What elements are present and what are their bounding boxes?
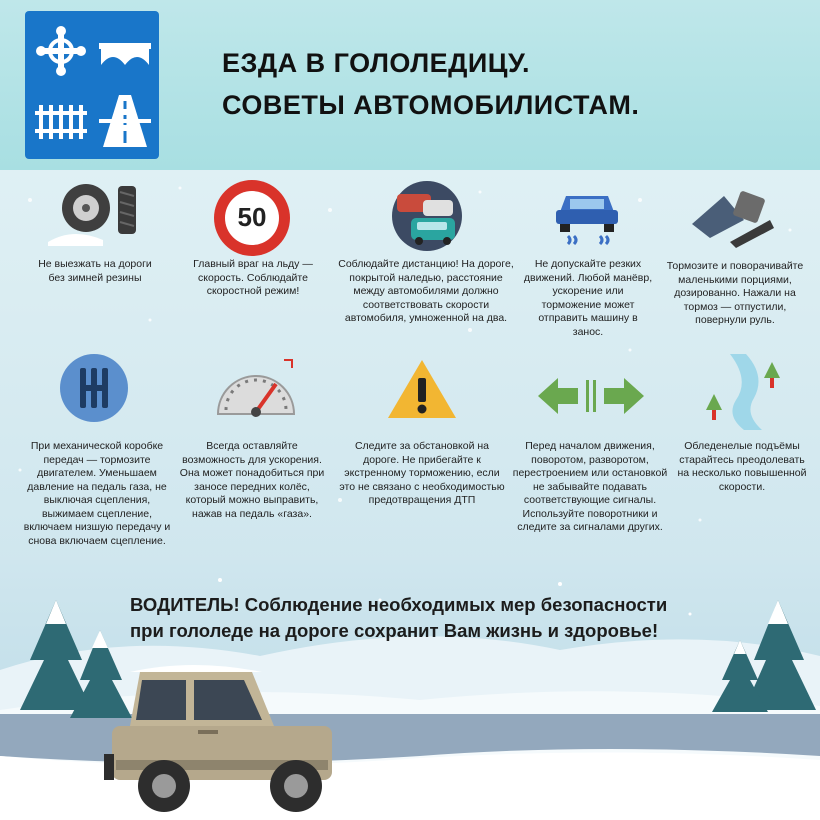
tip-text-5: Тормозите и поворачивайте маленькими порциями, дозированно. Нажали на тормоз — отпустили, повернули руль. xyxy=(666,260,804,326)
warning-triangle-icon xyxy=(386,356,458,420)
warning-line-2: при гололеде на дороге сохранит Вам жизнь и здоровье! xyxy=(130,620,659,641)
warning-line-1: ВОДИТЕЛЬ! Соблюдение необходимых мер безопасности xyxy=(130,594,668,615)
gear-shift-icon xyxy=(58,352,130,424)
skidding-car-icon xyxy=(552,186,622,252)
traffic-distance-icon xyxy=(391,180,463,252)
lane-arrows-icon xyxy=(536,374,646,418)
brake-pedal-icon xyxy=(690,190,782,250)
highway-icon xyxy=(95,89,155,153)
title-line-1: ЕЗДА В ГОЛОЛЕДИЦУ. xyxy=(222,48,530,78)
title-line-2: СОВЕТЫ АВТОМОБИЛИСТАМ. xyxy=(222,90,640,120)
tip-text-1: Не выезжать на дороги без зимней резины xyxy=(38,258,152,284)
crosshair-junction-icon xyxy=(31,19,91,83)
tip-text-3: Соблюдайте дистанцию! На дороге, покрытой наледью, расстояние между автомобилями должно соответствовать скорости автомобиля, умноженной на два. xyxy=(338,258,514,324)
tip-text-10: Обледенелые подъёмы старайтесь преодолевать на несколько повышенной скорости. xyxy=(677,440,807,493)
icy-slope-icon xyxy=(700,350,792,432)
header-banner xyxy=(0,0,820,170)
speedometer-icon xyxy=(214,354,298,420)
bridge-icon xyxy=(95,19,155,83)
tip-text-7: Всегда оставляйте возможность для ускорения. Она может понадобиться при заносе передних колёс, который можно выправить, нажав на педаль «газа». xyxy=(179,440,325,520)
safety-warning xyxy=(130,592,730,644)
tip-text-4: Не допускайте резких движений. Любой манёвр, ускорение или торможение может отправить машину в занос. xyxy=(523,258,653,338)
tip-text-8: Следите за обстановкой на дороге. Не прибегайте к экстренному торможению, если это не связано с необходимостью предотвращения ДТП xyxy=(339,440,505,506)
tip-text-2: Главный враг на льду — скорость. Соблюдайте скоростной режим! xyxy=(193,258,313,297)
railway-icon xyxy=(31,89,91,153)
speed-limit-value: 50 xyxy=(237,202,267,232)
winter-tire-icon xyxy=(48,182,142,246)
page-title xyxy=(222,42,639,126)
tip-text-6: При механической коробке передач — тормозите двигателем. Уменьшаем давление на педаль газа, не выключая сцепления, выжимаем сцепление, включаем низшую передачу и снова включаем сцепление. xyxy=(23,440,171,547)
tip-text-9: Перед началом движения, поворотом, разворотом, перестроением или остановкой не забывайте подавать соответствующие сигналы. Используйте поворотники и следите за сигналами других. xyxy=(512,440,668,533)
logo xyxy=(25,11,159,159)
